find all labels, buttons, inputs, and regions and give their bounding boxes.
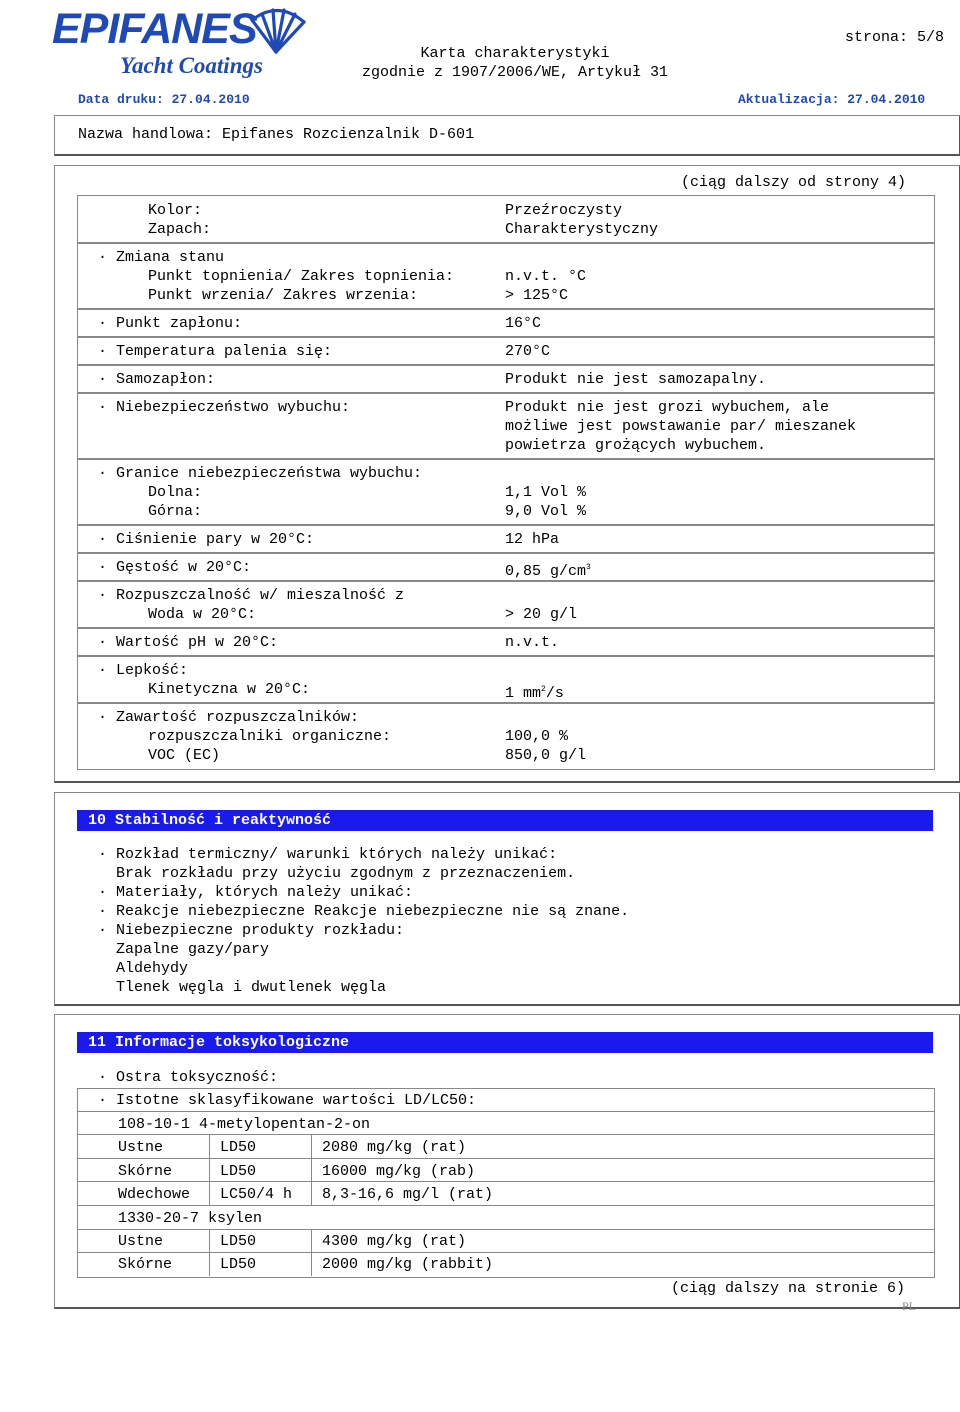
section10-line-8: Tlenek węgla i dwutlenek węgla xyxy=(98,979,387,996)
update-date: Aktualizacja: 27.04.2010 xyxy=(738,92,926,107)
row-divider xyxy=(77,1229,934,1230)
table-row-route: Ustne xyxy=(118,1139,164,1156)
doc-title-line2: zgodnie z 1907/2006/WE, Artykuł 31 xyxy=(361,64,669,81)
table-row-type: LD50 xyxy=(220,1139,257,1156)
language-code: PL xyxy=(902,1299,917,1313)
table-row-type: LC50/4 h xyxy=(220,1186,293,1203)
table-row-value: 16000 mg/kg (rab) xyxy=(322,1163,476,1180)
vapour-value: 12 hPa xyxy=(505,531,560,548)
column-divider xyxy=(209,1134,210,1205)
column-divider xyxy=(311,1134,312,1205)
boiling-value: > 125°C xyxy=(505,287,569,304)
epifanes-logo xyxy=(50,4,280,84)
color-value: Przeźroczysty xyxy=(505,202,623,219)
table-row-type: LD50 xyxy=(220,1256,257,1273)
doc-title-line1: Karta charakterystyki xyxy=(420,45,610,62)
print-date: Data druku: 27.04.2010 xyxy=(78,92,250,107)
section10-line-2: Brak rozkładu przy użyciu zgodnym z przeznaczeniem. xyxy=(98,865,576,882)
viscosity-label: · Lepkość: xyxy=(98,662,189,679)
lower-value: 1,1 Vol % xyxy=(505,484,587,501)
section10-line-1: · Rozkład termiczny/ warunki których należy unikać: xyxy=(98,846,558,863)
solvent-label: · Zawartość rozpuszczalników: xyxy=(98,709,360,726)
ph-value: n.v.t. xyxy=(505,634,560,651)
voc-label: VOC (EC) xyxy=(148,747,221,764)
water-label: Woda w 20°C: xyxy=(148,606,257,623)
ld-header: · Istotne sklasyfikowane wartości LD/LC50: xyxy=(98,1092,477,1109)
section10-line-4: · Reakcje niebezpieczne Reakcje niebezpieczne nie są znane. xyxy=(98,903,630,920)
burn-value: 270°C xyxy=(505,343,551,360)
ld-divider xyxy=(77,1111,934,1112)
section10-title: 10 Stabilność i reaktywność xyxy=(77,810,933,831)
flash-value: 16°C xyxy=(505,315,542,332)
ph-label: · Wartość pH w 20°C: xyxy=(98,634,279,651)
lower-label: Dolna: xyxy=(148,484,203,501)
section11-title: 11 Informacje toksykologiczne xyxy=(77,1032,933,1053)
vapour-label: · Ciśnienie pary w 20°C: xyxy=(98,531,315,548)
table-row-value: 8,3-16,6 mg/l (rat) xyxy=(322,1186,494,1203)
upper-value: 9,0 Vol % xyxy=(505,503,587,520)
melting-label: Punkt topnienia/ Zakres topnienia: xyxy=(148,268,455,285)
selfign-value: Produkt nie jest samozapalny. xyxy=(505,371,767,388)
table-row-type: LD50 xyxy=(220,1163,257,1180)
section10-line-3: · Materiały, których należy unikać: xyxy=(98,884,414,901)
acute-toxicity-label: · Ostra toksyczność: xyxy=(98,1069,279,1086)
table-row-route: Ustne xyxy=(118,1233,164,1250)
kinematic-value: 1 $mm^2/s$ xyxy=(505,685,564,702)
melting-value: n.v.t. °C xyxy=(505,268,587,285)
color-label: Kolor: xyxy=(148,202,203,219)
upper-label: Górna: xyxy=(148,503,203,520)
table-row-value: 2000 mg/kg (rabbit) xyxy=(322,1256,494,1273)
logo-main-text: EPIFANES xyxy=(52,5,257,53)
density-value: 0,85 $g/cm^3$ xyxy=(505,563,591,580)
shell-logo-icon xyxy=(242,6,310,56)
row-divider xyxy=(77,1252,934,1253)
odour-label: Zapach: xyxy=(148,221,212,238)
substance-2: 1330-20-7 ksylen xyxy=(118,1210,263,1227)
state-change-label: · Zmiana stanu xyxy=(98,249,225,266)
trade-name: Nazwa handlowa: Epifanes Rozcienzalnik D-601 xyxy=(78,126,475,143)
organic-value: 100,0 % xyxy=(505,728,569,745)
limits-label: · Granice niebezpieczeństwa wybuchu: xyxy=(98,465,423,482)
row-divider xyxy=(77,1158,934,1159)
logo-sub-text: Yacht Coatings xyxy=(120,53,263,78)
explosion-value-3: powietrza grożących wybuchem. xyxy=(505,437,767,454)
continued-to: (ciąg dalszy na stronie 6) xyxy=(671,1280,906,1297)
solubility-label: · Rozpuszczalność w/ mieszalność z xyxy=(98,587,405,604)
flash-label: · Punkt zapłonu: xyxy=(98,315,243,332)
density-label: · Gęstość w 20°C: xyxy=(98,559,252,576)
section10-line-5: · Niebezpieczne produkty rozkładu: xyxy=(98,922,405,939)
table-row-value: 2080 mg/kg (rat) xyxy=(322,1139,467,1156)
explosion-value-2: możliwe jest powstawanie par/ mieszanek xyxy=(505,418,857,435)
table-row-route: Skórne xyxy=(118,1256,173,1273)
row-divider xyxy=(77,1134,934,1135)
kinematic-label: Kinetyczna w 20°C: xyxy=(148,681,311,698)
odour-value: Charakterystyczny xyxy=(505,221,659,238)
table-row-route: Skórne xyxy=(118,1163,173,1180)
explosion-label: · Niebezpieczeństwo wybuchu: xyxy=(98,399,351,416)
burn-label: · Temperatura palenia się: xyxy=(98,343,333,360)
row-divider xyxy=(77,1181,934,1182)
selfign-label: · Samozapłon: xyxy=(98,371,216,388)
substance-1: 108-10-1 4-metylopentan-2-on xyxy=(118,1116,371,1133)
table-row-route: Wdechowe xyxy=(118,1186,191,1203)
boiling-label: Punkt wrzenia/ Zakres wrzenia: xyxy=(148,287,419,304)
continued-from: (ciąg dalszy od strony 4) xyxy=(681,174,907,191)
explosion-value-1: Produkt nie jest grozi wybuchem, ale xyxy=(505,399,830,416)
page-number: strona: 5/8 xyxy=(845,29,945,46)
section10-line-7: Aldehydy xyxy=(98,960,189,977)
organic-label: rozpuszczalniki organiczne: xyxy=(148,728,392,745)
row-divider xyxy=(77,1205,934,1206)
table-row-value: 4300 mg/kg (rat) xyxy=(322,1233,467,1250)
water-value: > 20 g/l xyxy=(505,606,578,623)
table-row-type: LD50 xyxy=(220,1233,257,1250)
voc-value: 850,0 g/l xyxy=(505,747,587,764)
section10-line-6: Zapalne gazy/pary xyxy=(98,941,270,958)
